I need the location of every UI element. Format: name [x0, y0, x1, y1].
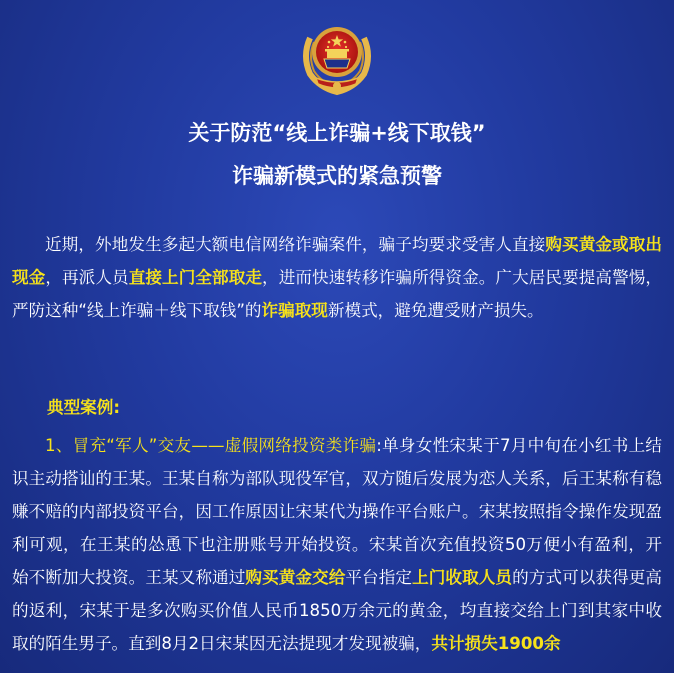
- intro-highlight: 诈骗取现: [261, 301, 328, 320]
- intro-highlight: 直接上门全部取走: [128, 268, 263, 287]
- case-text: 平台指定: [345, 568, 413, 587]
- intro-text: ，再派人员: [45, 268, 129, 287]
- intro-text: 新模式，避免遭受财产损失。: [327, 301, 544, 320]
- intro-text: ，进而快速转移诈骗所得资金。广大居民要提高警惕，严防这种“线上诈骗＋线下取钱”的: [12, 268, 663, 320]
- police-emblem: [300, 16, 374, 98]
- case-highlight: 上门收取人员: [412, 568, 513, 587]
- intro-text: 近期，外地发生多起大额电信网络诈骗案件，骗子均要求受害人直接: [45, 235, 546, 254]
- case-text: 的方式可以获得更高的返利，宋某于是多次购买价值人民币1850万余元的黄金，均直接交给上门到其家中收取的陌生男子。直到8月2日宋某因无法提现才发现被骗，: [12, 568, 663, 653]
- page-title-line1: 关于防范“线上诈骗+线下取钱”: [188, 121, 486, 145]
- case-highlight: 购买黄金交给: [245, 568, 346, 587]
- section-heading: 典型案例:: [47, 398, 121, 417]
- case-text: :单身女性宋某于7月中旬在小红书上结识主动搭讪的王某。王某自称为部队现役军官，双方随后发展为恋人关系，后王某称有稳赚不赔的内部投资平台，因工作原因让宋某代为操作平台账户。宋某按照指令操作发现盈利可观，在王某的怂恿下也注册账号开始投资。宋某首次充值投资50万便小有盈利，开始不断加大投资。王某又称通过: [12, 436, 663, 587]
- case-highlight: 共计损失1900余: [431, 634, 561, 653]
- page-title-line2: 诈骗新模式的紧急预警: [232, 164, 442, 188]
- case-paragraph: [12, 429, 662, 660]
- intro-highlight: 购买黄金或取出现金: [12, 235, 663, 287]
- case-title: 1、冒充“军人”交友——虚假网络投资类诈骗: [45, 436, 377, 455]
- intro-paragraph: [12, 228, 662, 327]
